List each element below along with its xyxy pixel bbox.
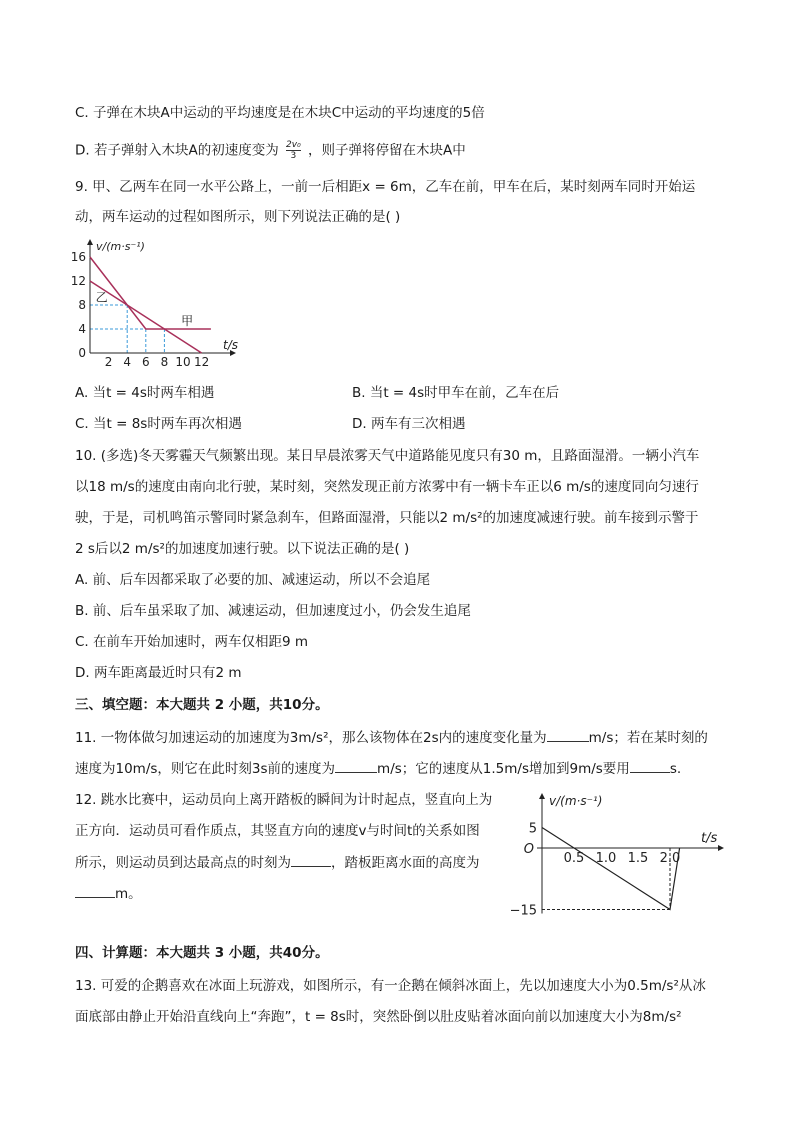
q12-line-1: 12. 跳水比赛中，运动员向上离开踏板的瞬间为计时起点，竖直向上为: [75, 792, 493, 808]
q12-line-4-b: m。: [115, 886, 142, 902]
y-tick-label-8: 8: [78, 298, 86, 312]
q8-fraction-den: 3: [290, 151, 297, 161]
y-tick-label-−15: −15: [509, 903, 537, 919]
x-tick-label-4: 4: [123, 355, 132, 369]
q10-line-4: 2 s后以2 m/s²的加速度加速行驶。以下说法正确的是( ): [75, 541, 410, 557]
q11-line-1-a: 11. 一物体做匀加速运动的加速度为3m/s²，那么该物体在2s内的速度变化量为: [75, 730, 547, 746]
q10-option-d: D. 两车距离最近时只有2 m: [75, 665, 242, 681]
q11-blank-2: [335, 758, 377, 773]
q9-option-b: B. 当t = 4s时甲车在前，乙车在后: [352, 385, 560, 401]
q8-option-c: C. 子弹在木块A中运动的平均速度是在木块C中运动的平均速度的5倍: [75, 105, 485, 121]
x-tick-label-2.0: 2.0: [659, 851, 681, 866]
q12-vt-chart: [505, 788, 727, 938]
q12-line-4: [75, 883, 142, 904]
q10-line-2: 以18 m/s的速度由南向北行驶，某时刻，突然发现正前方浓雾中有一辆卡车正以6 m/s的速度同向匀速行: [75, 479, 699, 495]
q10-option-c: C. 在前车开始加速时，两车仅相距9 m: [75, 634, 309, 650]
x-tick-label-1.0: 1.0: [595, 851, 617, 866]
q13-line-2: 面底部由静止开始沿直线向上“奔跑”，t = 8s时，突然卧倒以肚皮贴着冰面向前以加速度大小为8m/s²: [75, 1009, 682, 1025]
q12-line-3-b: ，踏板距离水面的高度为: [331, 855, 480, 871]
q9-option-a: A. 当t = 4s时两车相遇: [75, 385, 215, 401]
section-3-heading: 三、填空题：本大题共 2 小题，共10分。: [75, 697, 329, 713]
q11-line-1: [75, 727, 708, 748]
y-tick-label-5: 5: [528, 821, 537, 837]
q10-option-a: A. 前、后车因都采取了必要的加、减速运动，所以不会追尾: [75, 572, 431, 588]
q10-line-1: 10. (多选)冬天雾霾天气频繁出现。某日早晨浓雾天气中道路能见度只有30 m，且路面湿滑。一辆小汽车: [75, 448, 700, 464]
y-tick-label-0: 0: [78, 346, 86, 360]
x-tick-label-10: 10: [175, 355, 191, 369]
q13-line-1: 13. 可爱的企鹅喜欢在冰面上玩游戏，如图所示，有一企鹅在倾斜冰面上，先以加速度大小为0.5m/s²从冰: [75, 978, 706, 994]
q11-line-2-b: m/s；它的速度从1.5m/s增加到9m/s要用: [377, 761, 630, 777]
section-4-heading: 四、计算题：本大题共 3 小题，共40分。: [75, 945, 329, 961]
q9-option-c: C. 当t = 8s时两车再次相遇: [75, 416, 242, 432]
q10-option-b: B. 前、后车虽采取了加、减速运动，但加速度过小，仍会发生追尾: [75, 603, 471, 619]
q11-blank-3: [630, 758, 670, 773]
q9-line-1: 9. 甲、乙两车在同一水平公路上，一前一后相距x = 6m，乙车在前，甲车在后，某时刻两车同时开始运: [75, 179, 696, 195]
q8-fraction: [286, 140, 301, 161]
y-tick-label-4: 4: [78, 322, 86, 336]
x-axis-label: t/s: [701, 831, 718, 846]
x-tick-label-0.5: 0.5: [563, 851, 585, 866]
q8-option-d-post: ，则子弹将停留在木块A中: [307, 142, 466, 159]
series-label-jia: 甲: [181, 314, 194, 328]
q12-line-3: [75, 852, 480, 873]
q9-option-d: D. 两车有三次相遇: [352, 416, 466, 432]
q9-vt-chart: [70, 236, 245, 371]
y-axis-label: v/(m·s⁻¹): [96, 240, 145, 253]
q12-line-3-a: 所示，则运动员到达最高点的时刻为: [75, 855, 291, 871]
y-tick-label-12: 12: [70, 274, 86, 288]
x-tick-label-12: 12: [193, 355, 210, 369]
series-line-0: [542, 828, 680, 910]
q8-option-d: [75, 140, 466, 161]
q12-blank-2: [75, 883, 115, 898]
q12-blank-1: [291, 852, 331, 867]
q11-line-2: [75, 758, 681, 779]
q10-line-3: 驶，于是，司机鸣笛示警同时紧急刹车，但路面湿滑，只能以2 m/s²的加速度减速行驶。前车接到示警于: [75, 510, 699, 526]
q8-fraction-num: 2v₀: [286, 140, 301, 150]
q8-option-d-pre: D. 若子弹射入木块A的初速度变为: [75, 142, 279, 159]
x-axis-label: t/s: [223, 338, 238, 352]
origin-label: O: [523, 842, 534, 857]
y-tick-label-16: 16: [70, 250, 86, 264]
q11-line-2-c: s.: [669, 761, 682, 777]
q11-line-2-a: 速度为10m/s，则它在此时刻3s前的速度为: [75, 761, 336, 777]
q11-line-1-b: m/s；若在某时刻的: [588, 730, 708, 746]
x-tick-label-2: 2: [104, 355, 113, 369]
x-tick-label-8: 8: [160, 355, 169, 369]
series-label-yi: 乙: [95, 290, 108, 305]
x-tick-label-1.5: 1.5: [627, 851, 649, 866]
y-axis-label: v/(m·s⁻¹): [549, 794, 603, 808]
q11-blank-1: [547, 727, 589, 742]
q9-line-2: 动，两车运动的过程如图所示，则下列说法正确的是( ): [75, 209, 401, 225]
q12-line-2: 正方向．运动员可看作质点，其竖直方向的速度v与时间t的关系如图: [75, 823, 480, 839]
x-tick-label-6: 6: [141, 355, 150, 369]
